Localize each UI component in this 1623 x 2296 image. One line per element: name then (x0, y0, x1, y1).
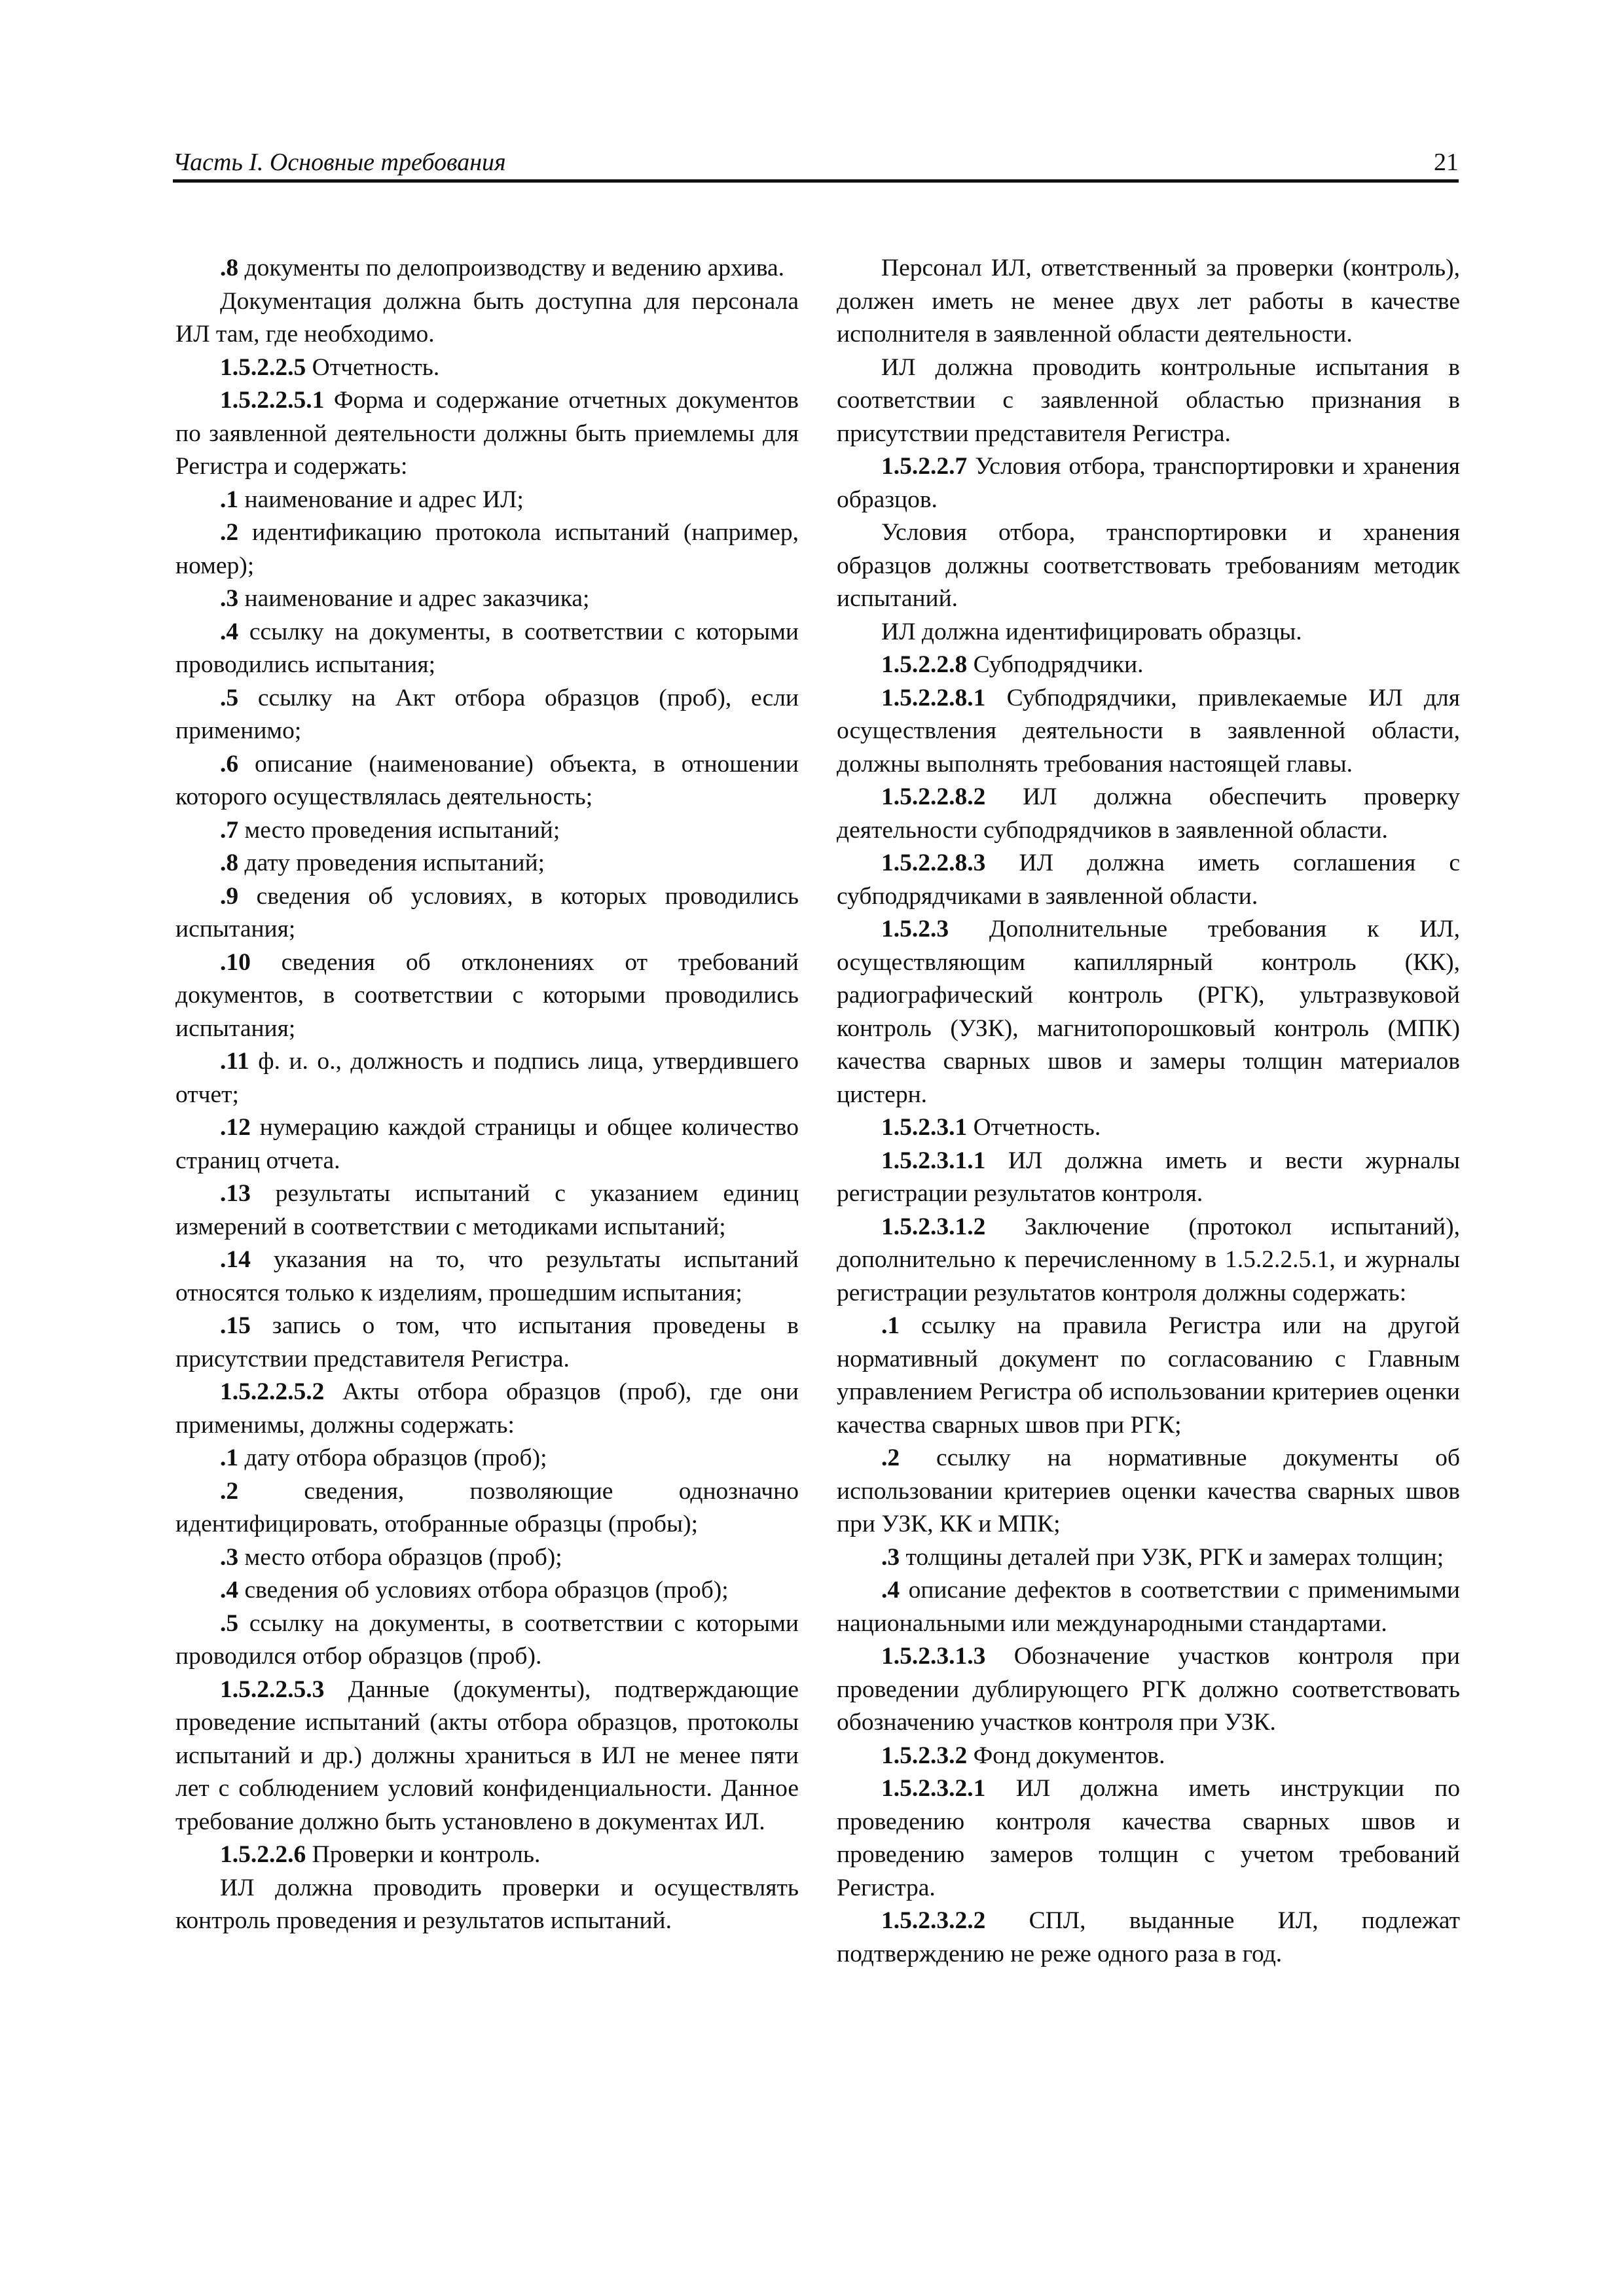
paragraph-text: сведения об условиях, в которых проводились испытания; (175, 882, 799, 942)
clause-number: .9 (220, 882, 239, 910)
paragraph (175, 1310, 799, 1376)
paragraph-text: результаты испытаний с указанием единиц измерений в соответствии с методиками испытаний; (175, 1180, 799, 1240)
clause-number: 1.5.2.3.2.1 (881, 1775, 986, 1802)
paragraph-text: ИЛ должна проводить проверки и осуществлять контроль проведения и результатов испытаний. (175, 1874, 799, 1934)
paragraph-text: наименование и адрес ИЛ; (238, 486, 524, 513)
paragraph (837, 351, 1460, 451)
clause-number: .7 (220, 816, 239, 844)
paragraph (175, 1607, 799, 1674)
paragraph-text: толщины деталей при УЗК, РГК и замерах толщин; (900, 1543, 1444, 1571)
clause-number: .11 (220, 1048, 249, 1075)
clause-number: 1.5.2.3.1.1 (881, 1147, 986, 1174)
paragraph-text: ИЛ должна идентифицировать образцы. (881, 618, 1302, 645)
paragraph (837, 1310, 1460, 1442)
clause-number: 1.5.2.2.7 (881, 453, 968, 480)
clause-number: .3 (220, 1543, 239, 1571)
clause-number: .4 (881, 1577, 900, 1604)
paragraph-text: Отчетность. (967, 1114, 1101, 1141)
paragraph-text: ИЛ должна иметь инструкции по проведению контроля качества сварных швов и проведению замеров толщин с учетом требований Регистра. (837, 1775, 1460, 1901)
clause-number: .15 (220, 1312, 251, 1339)
clause-number: .2 (220, 1477, 239, 1505)
paragraph-text: место отбора образцов (проб); (238, 1543, 562, 1571)
paragraph-text: Проверки и контроль. (306, 1841, 541, 1868)
paragraph-text: сведения об условиях отбора образцов (проб); (238, 1577, 729, 1604)
paragraph-text: ИЛ должна иметь и вести журналы регистрации результатов контроля. (837, 1147, 1460, 1207)
paragraph-text: Обозначение участков контроля при проведении дублирующего РГК должно соответствовать обозначению участков контроля при УЗК. (837, 1643, 1460, 1736)
paragraph (837, 1905, 1460, 1971)
paragraph-text: Документация должна быть доступна для персонала ИЛ там, где необходимо. (175, 287, 799, 348)
paragraph-text: наименование и адрес заказчика; (238, 585, 590, 612)
paragraph (175, 1872, 799, 1938)
paragraph-text: запись о том, что испытания проведены в присутствии представителя Регистра. (175, 1312, 799, 1372)
clause-number: .8 (220, 255, 239, 281)
paragraph-text: Дополнительные требования к ИЛ, осуществляющим капиллярный контроль (КК), радиографический контроль (РГК), ультразвуковой контроль (УЗК), магнитопорошковый контроль (МПК) качества сварных швов и замеры толщин материалов цистерн. (837, 916, 1460, 1108)
paragraph (837, 1111, 1460, 1145)
paragraph (837, 913, 1460, 1111)
paragraph-text: описание (наименование) объекта, в отношении которого осуществлялась деятельность; (175, 750, 799, 810)
paragraph (837, 1772, 1460, 1905)
paragraph-text: ИЛ должна иметь соглашения с субподрядчиками в заявленной области. (837, 850, 1460, 910)
paragraph (175, 1674, 799, 1839)
paragraph-text: документы по делопроизводству и ведению архива. (238, 255, 785, 281)
clause-number: .5 (220, 684, 239, 711)
paragraph (175, 351, 799, 385)
clause-number: 1.5.2.3 (881, 916, 949, 942)
paragraph (175, 682, 799, 748)
paragraph (175, 616, 799, 682)
paragraph-text: Субподрядчики, привлекаемые ИЛ для осуществления деятельности в заявленной области, должны выполнять требования настоящей главы. (837, 684, 1460, 778)
paragraph (837, 1442, 1460, 1541)
left-column (175, 252, 799, 1938)
paragraph (175, 1574, 799, 1607)
paragraph-text: дату отбора образцов (проб); (238, 1444, 547, 1471)
clause-number: .1 (220, 1444, 239, 1471)
right-column (837, 252, 1460, 1971)
paragraph (175, 1541, 799, 1575)
paragraph (837, 516, 1460, 616)
paragraph-text: дату проведения испытаний; (238, 850, 545, 876)
clause-number: .12 (220, 1114, 251, 1141)
paragraph (175, 384, 799, 484)
paragraph-text: ссылку на Акт отбора образцов (проб), если применимо; (175, 684, 799, 744)
clause-number: 1.5.2.3.2 (881, 1742, 968, 1769)
paragraph (837, 1541, 1460, 1575)
paragraph-text: Условия отбора, транспортировки и хранения образцов. (837, 453, 1460, 513)
clause-number: 1.5.2.3.1 (881, 1114, 968, 1141)
paragraph-text: Фонд документов. (967, 1742, 1165, 1769)
paragraph (175, 847, 799, 880)
paragraph (837, 252, 1460, 351)
paragraph (175, 814, 799, 848)
paragraph (175, 252, 799, 285)
paragraph-text: ИЛ должна обеспечить проверку деятельности субподрядчиков в заявленной области. (837, 783, 1460, 844)
clause-number: .4 (220, 1577, 239, 1604)
clause-number: 1.5.2.2.5.2 (220, 1378, 325, 1405)
paragraph (175, 1045, 799, 1111)
paragraph (175, 880, 799, 946)
paragraph-text: Данные (документы), подтверждающие проведение испытаний (акты отбора образцов, протоколы испытаний и др.) должны храниться в ИЛ не менее пяти лет с соблюдением условий конфиденциальности. Данное требование должно быть установлено в документах ИЛ. (175, 1676, 799, 1835)
paragraph-text: Субподрядчики. (967, 651, 1144, 678)
clause-number: .5 (220, 1609, 239, 1637)
paragraph-text: сведения, позволяющие однозначно идентифицировать, отобранные образцы (пробы); (175, 1477, 799, 1537)
paragraph-text: нумерацию каждой страницы и общее количество страниц отчета. (175, 1114, 799, 1174)
page-number: 21 (1434, 149, 1459, 176)
paragraph (175, 1177, 799, 1244)
clause-number: .3 (220, 585, 239, 612)
paragraph-text: указания на то, что результаты испытаний относятся только к изделиям, прошедшим испытания; (175, 1246, 799, 1306)
paragraph (837, 450, 1460, 516)
paragraph (175, 285, 799, 351)
paragraph-text: Акты отбора образцов (проб), где они применимы, должны содержать: (175, 1378, 799, 1439)
clause-number: .6 (220, 750, 239, 778)
paragraph (175, 946, 799, 1046)
clause-number: 1.5.2.3.1.3 (881, 1643, 986, 1670)
clause-number: 1.5.2.2.8.1 (881, 684, 986, 711)
clause-number: .1 (220, 486, 239, 513)
clause-number: .3 (881, 1543, 900, 1571)
clause-number: 1.5.2.2.5 (220, 353, 306, 381)
clause-number: 1.5.2.2.5.3 (220, 1676, 325, 1703)
paragraph-text: ссылку на документы, в соответствии с которыми проводились испытания; (175, 618, 799, 678)
paragraph-text: сведения об отклонениях от требований документов, в соответствии с которыми проводились испытания; (175, 948, 799, 1042)
page-header (173, 139, 1459, 183)
clause-number: 1.5.2.2.8.3 (881, 850, 986, 876)
clause-number: .2 (220, 519, 239, 546)
clause-number: 1.5.2.2.6 (220, 1841, 306, 1868)
paragraph-text: ИЛ должна проводить контрольные испытания в соответствии с заявленной областью признания в присутствии представителя Регистра. (837, 353, 1460, 447)
paragraph (837, 1145, 1460, 1211)
paragraph (175, 1111, 799, 1177)
paragraph (175, 1376, 799, 1442)
paragraph-text: Персонал ИЛ, ответственный за проверки (контроль), должен иметь не менее двух лет работы в качестве исполнителя в заявленной области деятельности. (837, 255, 1460, 348)
clause-number: .4 (220, 618, 239, 645)
paragraph (837, 682, 1460, 781)
clause-number: 1.5.2.2.8 (881, 651, 968, 678)
clause-number: .2 (881, 1444, 900, 1471)
paragraph-text: ф. и. о., должность и подпись лица, утвердившего отчет; (175, 1048, 799, 1108)
paragraph-text: ссылку на нормативные документы об использовании критериев оценки качества сварных швов при УЗК, КК и МПК; (837, 1444, 1460, 1537)
clause-number: .1 (881, 1312, 900, 1339)
clause-number: 1.5.2.2.5.1 (220, 387, 325, 414)
paragraph (175, 1244, 799, 1310)
paragraph (175, 484, 799, 517)
paragraph-text: СПЛ, выданные ИЛ, подлежат подтверждению не реже одного раза в год. (837, 1907, 1460, 1967)
paragraph (837, 1574, 1460, 1640)
paragraph-text: ссылку на правила Регистра или на другой нормативный документ по согласованию с Главным управлением Регистра об использовании критериев оценки качества сварных швов при РГК; (837, 1312, 1460, 1439)
paragraph (175, 748, 799, 814)
clause-number: 1.5.2.3.1.2 (881, 1213, 986, 1240)
paragraph (837, 847, 1460, 913)
paragraph-text: место проведения испытаний; (238, 816, 560, 844)
running-title: Часть I. Основные требования (173, 149, 506, 176)
clause-number: 1.5.2.2.8.2 (881, 783, 986, 810)
paragraph (175, 583, 799, 616)
clause-number: 1.5.2.3.2.2 (881, 1907, 986, 1934)
paragraph-text: Отчетность. (306, 353, 440, 381)
paragraph-text: Заключение (протокол испытаний), дополнительно к перечисленному в 1.5.2.2.5.1, и журналы регистрации результатов контроля должны содержать: (837, 1213, 1460, 1306)
paragraph-text: описание дефектов в соответствии с применимыми национальными или международными стандартами. (837, 1577, 1460, 1637)
clause-number: .8 (220, 850, 239, 876)
paragraph (175, 1475, 799, 1541)
clause-number: .14 (220, 1246, 251, 1273)
paragraph-text: Форма и содержание отчетных документов по заявленной деятельности должны быть приемлемы для Регистра и содержать: (175, 387, 799, 480)
paragraph (837, 1211, 1460, 1310)
clause-number: .13 (220, 1180, 251, 1207)
paragraph (175, 516, 799, 583)
paragraph (837, 1640, 1460, 1740)
paragraph (837, 781, 1460, 847)
paragraph (837, 649, 1460, 682)
paragraph (175, 1442, 799, 1475)
paragraph-text: Условия отбора, транспортировки и хранения образцов должны соответствовать требованиям методик испытаний. (837, 519, 1460, 612)
paragraph (837, 616, 1460, 649)
clause-number: .10 (220, 948, 251, 976)
paragraph-text: ссылку на документы, в соответствии с которыми проводился отбор образцов (проб). (175, 1609, 799, 1670)
paragraph (837, 1740, 1460, 1773)
paragraph (175, 1839, 799, 1872)
paragraph-text: идентификацию протокола испытаний (например, номер); (175, 519, 799, 579)
